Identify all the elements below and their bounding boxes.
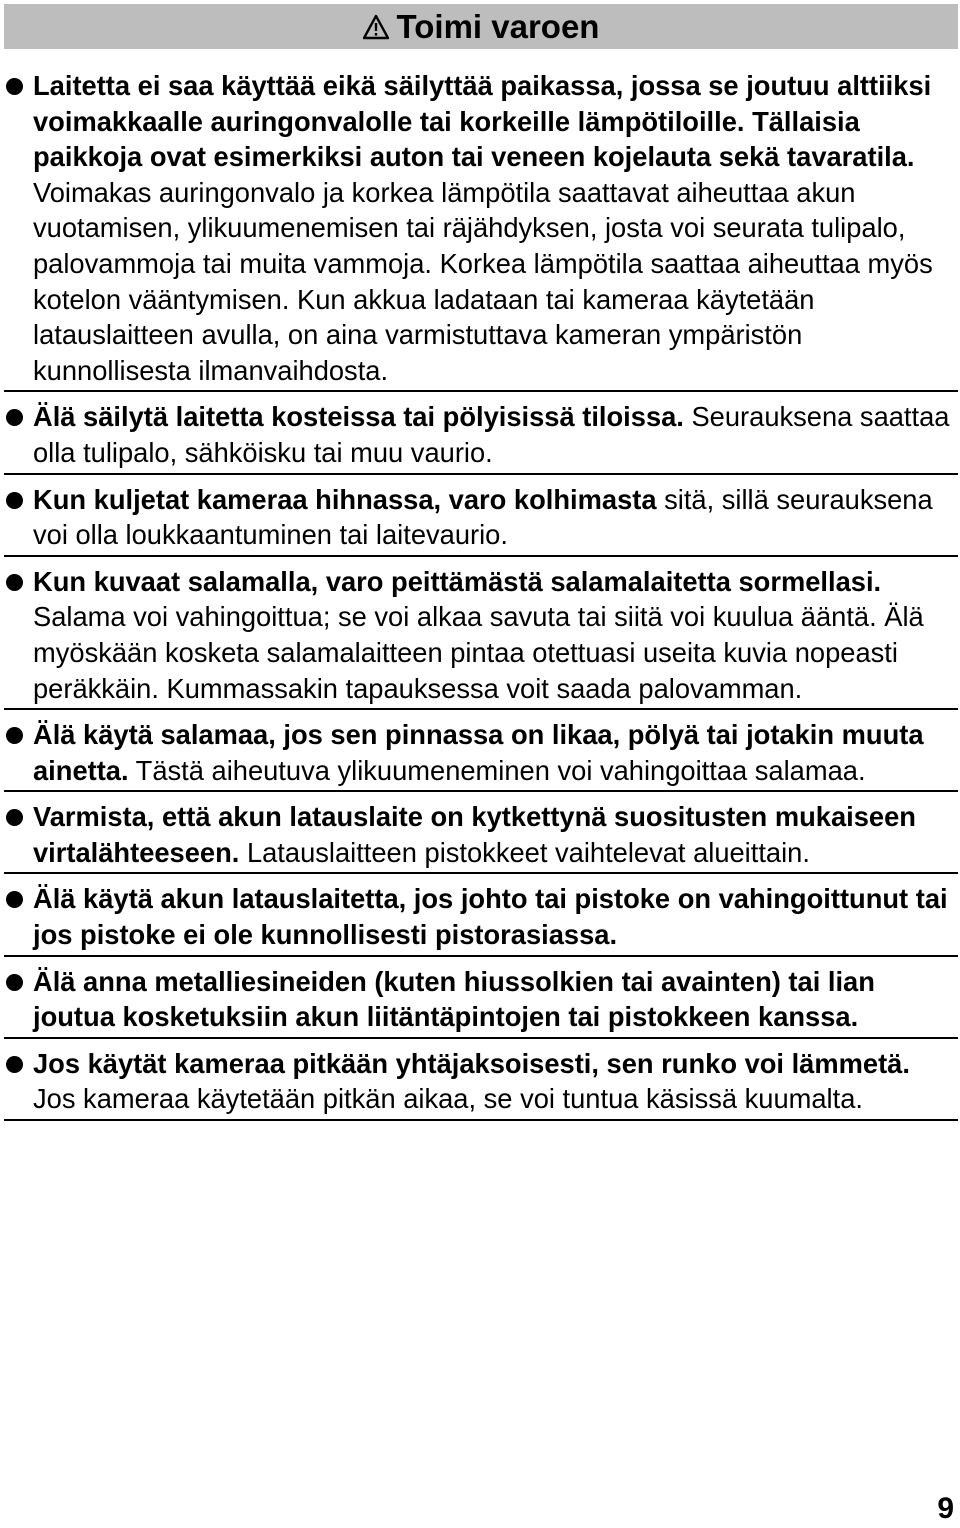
caution-item-heading: Älä käytä salamaa, jos sen pinnassa on likaa, pölyä tai jotakin muuta ainetta. <box>33 719 924 786</box>
bullet-icon <box>6 727 23 744</box>
bullet-icon <box>6 974 23 991</box>
caution-item-text: Salama voi vahingoittua; se voi alkaa savuta tai siitä voi kuulua ääntä. Älä myöskään kosketa salamalaitteen pintaa otettuasi useita kuvia nopeasti peräkkäin. Kummassakin tapauksessa voit saada palovamman. <box>33 601 924 704</box>
caution-item-text: Voimakas auringonvalo ja korkea lämpötila saattavat aiheuttaa akun vuotamisen, ylikuumenemisen tai räjähdyksen, josta voi seurata tulipalo, palovammoja tai muita vammoja. Korkea lämpötila saattaa aiheuttaa myös kotelon vääntymisen. Kun akkua ladataan tai kameraa käytetään latauslaitteen avulla, on aina varmistuttava kameran ympäristön kunnollisesta ilmanvaihdosta. <box>33 176 933 386</box>
caution-item-text: Tästä aiheutuva ylikuumeneminen voi vahingoittaa salamaa. <box>128 754 866 786</box>
caution-list <box>4 66 958 1126</box>
caution-item-9 <box>4 1044 958 1121</box>
caution-item-heading: Älä säilytä laitetta kosteissa tai pölyisissä tiloissa. <box>33 401 684 433</box>
caution-item-3 <box>4 480 958 557</box>
caution-item-heading: Varmista, että akun latauslaite on kytkettynä suositusten mukaiseen virtalähteeseen. <box>33 801 916 868</box>
warning-triangle-icon <box>363 14 389 40</box>
caution-item-heading: Jos käytät kameraa pitkään yhtäjaksoisesti, sen runko voi lämmetä. <box>33 1047 910 1079</box>
page-number: 9 <box>937 1492 954 1525</box>
caution-item-5 <box>4 715 958 792</box>
bullet-icon <box>6 809 23 826</box>
caution-item-4 <box>4 562 958 710</box>
bullet-icon <box>6 574 23 591</box>
caution-item-heading: Kun kuljetat kameraa hihnassa, varo kolhimasta <box>33 483 657 515</box>
section-title: Toimi varoen <box>396 8 600 45</box>
caution-item-heading: Laitetta ei saa käyttää eikä säilyttää paikassa, jossa se joutuu alttiiksi voimakkaalle auringonvalolle tai korkeille lämpötiloille. Tällaisia paikkoja ovat esimerkiksi auton tai veneen kojelauta sekä tavaratila. <box>33 70 932 173</box>
caution-item-8 <box>4 962 958 1039</box>
bullet-icon <box>6 891 23 908</box>
caution-item-text: Seurauksena saattaa olla tulipalo, sähköisku tai muu vaurio. <box>33 401 950 468</box>
caution-item-heading: Kun kuvaat salamalla, varo peittämästä salamalaitetta sormellasi. <box>33 565 882 597</box>
bullet-icon <box>6 409 23 426</box>
caution-item-6 <box>4 797 958 874</box>
caution-item-heading: Älä anna metalliesineiden (kuten hiussolkien tai avainten) tai lian joutua kosketuksiin akun liitäntäpintojen tai pistokkeen kanssa. <box>33 965 875 1033</box>
caution-item-7 <box>4 879 958 956</box>
bullet-icon <box>6 1056 23 1073</box>
section-header <box>4 4 958 49</box>
caution-item-text: Latauslaitteen pistokkeet vaihtelevat alueittain. <box>239 836 810 868</box>
caution-item-text: sitä, sillä seurauksena voi olla loukkaantuminen tai laitevaurio. <box>33 483 933 551</box>
caution-item-2 <box>4 397 958 474</box>
bullet-icon <box>6 492 23 509</box>
bullet-icon <box>6 78 23 95</box>
caution-item-heading: Älä käytä akun latauslaitetta, jos johto tai pistoke on vahingoittunut tai jos pistoke ei ole kunnollisesti pistorasiassa. <box>33 883 948 951</box>
caution-item-text: Jos kameraa käytetään pitkän aikaa, se voi tuntua käsissä kuumalta. <box>33 1083 863 1115</box>
caution-item-1 <box>4 66 958 392</box>
